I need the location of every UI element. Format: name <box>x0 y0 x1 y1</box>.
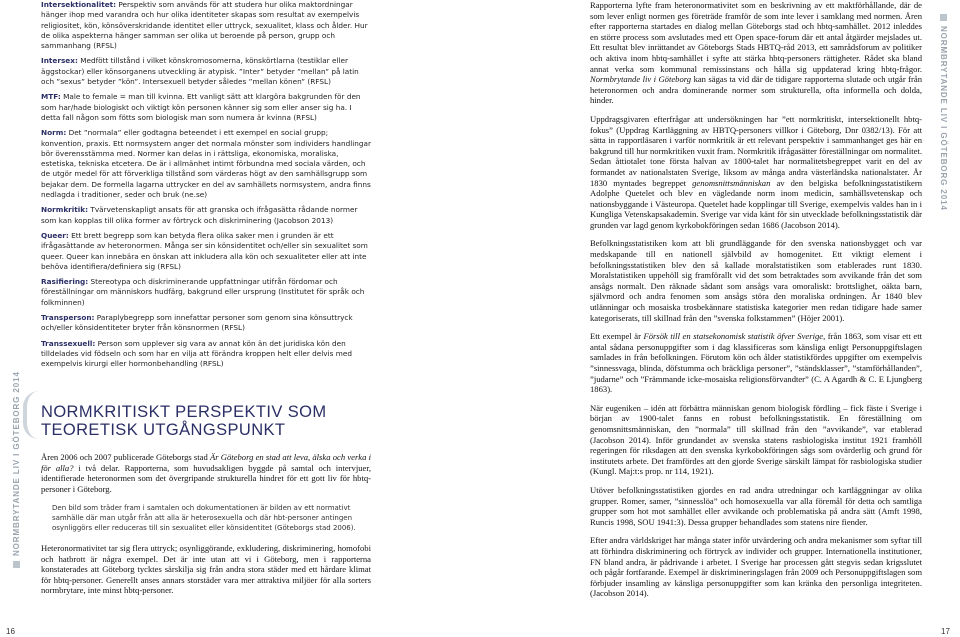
ingress-paragraph <box>41 452 371 494</box>
definition-text: Det ”normala” eller godtagna beteendet i ett exempel en social grupp; konvention, praxis. Ett normsystem anger det normala mönster som individers handlingar bör överensstämma med. Normer kan delas in i rättsliga, ekonomiska, moraliska, estetiska, tekniska etcetera. De är i allmänhet intimt förbundna med sociala värden, och de utgör medel för att förverkliga tillstånd som värderas högt av den samhällsgrupp som bejakar dem. De formella lagarna uttrycker en del av samhällets normsystem, andra finns nedlagda i traditioner, seder och bruk (ne.se) <box>41 128 372 200</box>
definition-queer <box>41 231 371 272</box>
paragraph-text: Befolkningsstatistiken kom att bli grundläggande för den svenska nationsbygget och var medskapande till en nationell självbild av homogenitet. Ett viktigt element i befolkningsstatistiken blev den så kallade moralstatistiken som etablerades runt 1830. Moralstatistiken uppehöll sig framförallt vid det som betraktades som avvikande från det som ansågs normalt. Den räknade sådant som ansågs vara omoraliskt: brottslighet, oäkta barn, självmord och andra fenomen som ansågs störa den moraliska ordningen. År 1840 blev utlänningar och mosaiska trosbekännare statistiska kategorier men redan tidigare hade samer kategoriserats, till skillnad från den ”svenska folkstammen” (Höjer 2001). <box>590 238 922 323</box>
heading-bracket <box>23 391 39 439</box>
definition-text: Male to female = man till kvinna. Ett vanligt sätt att klargöra bakgrunden för den som har/hade biologiskt och viktigt kön personen känner sig som eller anser sig ha. I detta fall någon som fötts som biologisk man som numera är kvinna (RFSL) <box>41 92 361 122</box>
definition-normkritik <box>41 205 371 226</box>
body-paragraph <box>590 114 922 231</box>
definition-transperson <box>41 313 371 334</box>
body-paragraph <box>590 535 922 599</box>
definition-term: Transsexuell: <box>41 338 96 348</box>
definition-transsexuell <box>41 339 371 370</box>
definition-text: Paraplybegrepp som innefattar personer som genom sina könsuttryck och/eller könsidentiteter bryter från könsnormen (RFSL) <box>41 313 353 333</box>
emphasis-text: genomsnittsmänniskan <box>692 177 771 188</box>
definitions-list <box>41 0 371 375</box>
definition-term: Transperson: <box>41 313 95 323</box>
paragraph-text: Efter andra världskriget har många stater inför utvärdering och andra mekanismer som syftar till att förhindra diskriminering och förtryck av individer och grupper. Internationella institutioner, FN bland andra, är pådrivande i arbetet. I Sverige har processen gått stegvis sedan krigsslutet och pågår fortfarande. Exempel är diskrimineringslagen från 2009 och Personuppgiftslagen som förbjuder insamling av känsliga personuppgifter som kan kränka den personliga integriteten. (Jacobson 2014). <box>590 535 922 599</box>
definition-text: Medfött tillstånd i vilket könskromosomerna, könskörtlarna (testiklar eller äggstockar) eller könsorganens utveckling är atypisk. ”Inter” betyder ”mellan” på latin och ”sexus” betyder ”kön”. Intersexuell betyder således ”mellan könen” (RFSL) <box>41 56 359 87</box>
side-label-left <box>0 8 21 578</box>
ingress-text: i två delar. Rapporterna, som huvudsakligen byggde på samtal och intervjuer, identifierade heteronormen som det övergripande strukturella hindret för ett gott liv för hbtq-personer i Göteborg. <box>41 462 371 494</box>
definition-text: Stereotypa och diskriminerande uppfattningar utifrån fördomar och föreställningar om människors hudfärg, bakgrund eller ursprung (Institutet för språk och folkminnen) <box>41 277 365 307</box>
definition-norm <box>41 128 371 200</box>
body-paragraph <box>590 485 922 527</box>
paragraph-text: Uppdragsgivaren efterfrågar att undersökningen har ”ett normkritiskt, intersektionellt hbtq-fokus” (Uppdrag Kartläggning av HBTQ-personers villkor i Göteborg, Dnr 0382/13). För att sätta in rapportläsaren i varför normkritik är ett relevant perspektiv i sammanhanget ges här en bakgrund till hur normkritiken vuxit fram. Normkritik ifrågasätter föreställningar om normalitet. Sedan åttiotalet tone första halvan av 1800-talet har normalitetsbegreppet varit en del av formandet av nationalstaten Sverige, liksom av många andra västerländska nationalstater. År 1830 myntades begreppet <box>590 113 922 188</box>
paragraph-text: Utöver befolkningsstatistiken gjordes en rad andra utredningar och kartläggningar av olika grupper. Romer, samer, ”sinnesslöa” och homosexuella var alla föremål för detta och samtliga grupper som hot mot samhället eller avvikande och problematiska på andra sätt (Amft 1998, Runcis 1998, SOU 1941:3). Dessa grupper behandlades som statens nire fiender. <box>590 484 922 527</box>
definition-text: Person som upplever sig vara av annat kön än det juridiska kön den tilldelades vid födseln och som har en vilja att förändra kroppen helt eller delvis med exempelvis kirurgi eller hormonbehandling (RFSL) <box>41 338 352 369</box>
ingress-text: Åren 2006 och 2007 publicerade Göteborgs stad <box>41 452 210 462</box>
definition-term: Norm: <box>41 128 67 138</box>
side-label-right <box>939 8 960 578</box>
body-paragraph <box>590 238 922 323</box>
right-column <box>590 0 922 607</box>
paragraph-text: När eugeniken – idén att förbättra människan genom biologisk fördling – fick fäste i Sverige i början av 1900-talet fanns en robust befolkningsstatistik. En föreställning om genomsnittsmänniskan, den ”normala” till skillnad från den ”avvikande”, var etablerad (Jacobson 2014). Inför grundandet av svenska statens rasbiologiska institut 1921 framhöll regeringen för riksdagen att den svenska kyrkobokföringen sågs som ovärderlig och grund för institutets arbete. Det framfördes att den gjorde Sverige särskilt lämpat för rasbiologiska studier (Kungl. Maj:t:s prop. nr 114, 1921). <box>590 402 922 477</box>
definition-intersektionalitet <box>41 0 371 51</box>
emphasis-text: Försök till en statsekonomisk statistik öfver Sverige <box>643 331 824 342</box>
definition-term: Intersektionalitet: <box>41 0 117 9</box>
body-paragraph <box>590 331 922 395</box>
body-paragraph <box>590 403 922 477</box>
paragraph-text: Ett exempel är <box>590 331 644 342</box>
definition-mtf <box>41 92 371 123</box>
page-number-left: 16 <box>6 627 15 636</box>
paragraph-text: av den belgiska befolkningsstatistikern Adolphe Quetelet och blev en vägledande norm inom medicin, samhällsvetenskap och nationsbyggande i Västeuropa. Quetelet hade kopplingar till Sverige, exempelvis valdes han in i Kungliga Vetenskapsakademin. Sverige var vida känt för sin utvecklade befolkningsstatistik där grunden var lagd genom kyrkobokföringen sedan 1686 (Jacobson 2014). <box>590 177 922 230</box>
report-title: Är Göteborg en stad att leva, älska och verka i för alla? <box>41 452 372 473</box>
definition-term: Rasifiering: <box>41 277 89 287</box>
definition-rasifiering <box>41 277 371 308</box>
definition-term: Normkritik: <box>41 205 89 215</box>
definition-text: Tvärvetenskapligt ansats för att granska och ifrågasätta rådande normer som kan kopplas till olika former av förtryck och diskriminering (Jacobson 2013) <box>41 205 358 225</box>
definition-term: Intersex: <box>41 56 78 66</box>
paragraph-text: , från 1863, som visar ett ett antal sådana personuppgifter som i dag klassificeras som känsliga enligt Personuppgiftslagen samlades in från befolkningen. Förutom kön och ålder statistikfördes uppgifter om exempelvis ”sinnessvaga, blinda, döfstumma och bräckliga personer”, ”ständsklasser”, ”stamförhållanden”, ”judarne” och ”Främmande icke-mosaiska religionsförvandter” (C. A Agardh & C. E Ljungberg 1863). <box>590 331 922 395</box>
square-icon <box>940 14 947 21</box>
definition-text: Perspektiv som används för att studera hur olika maktordningar hänger ihop med varandra och hur olika identiteter skapas som resultat av exempelvis religiositet, kön, könsöverskridande identitet eller uttryck, sexualitet, klass och ålder. Hur de olika aspekterna hänger samman ser olika ut beroende på person, grupp och sammanhang (RFSL) <box>41 0 368 51</box>
side-label-text: NORMBRYTANDE LIV I GÖTEBORG 2014 <box>12 371 21 556</box>
section-heading: NORMKRITISKT PERSPEKTIV SOM TEORETISK UTGÅNGSPUNKT <box>41 403 327 439</box>
definition-term: MTF: <box>41 92 61 102</box>
page-number-right: 17 <box>941 627 950 636</box>
square-icon <box>13 561 20 568</box>
definition-text: Ett brett begrepp som kan betyda flera olika saker men i grunden är ett ifrågasättande av heteronormen. Många ser sin könsidentitet och/eller sin sexualitet som queer. Queer kan innebära en önskan att inkludera alla kön och sexualiteter eller att inte behöva identifiera/definiera sig (RFSL) <box>41 230 368 271</box>
body-paragraph: Heteronormativitet tar sig flera uttryck; osynliggörande, exkludering, diskriminering, homofobi och hatbrott är några exempel. Det är inte utan att vi i Göteborg, men i rapporterna konstaterades att Göteborg tycktes särskilja sig från andra stora städer med ett hårdare klimat för hbtq-personer. Generellt anses annars storstäder vara mer attraktiva miljöer för alla sorters normbrytare, inte minst hbtq-personer. <box>41 543 371 596</box>
side-label-text: NORMBRYTANDE LIV I GÖTEBORG 2014 <box>939 26 948 211</box>
emphasis-text: Normbrytande liv i Göteborg <box>590 74 692 85</box>
paragraph-text: kan sägas ta vid där de tidigare rapporterna slutade och utgår från heteronormen och andra dominerande normer som strukturella, ofta informella och dolda, hinder. <box>590 74 922 106</box>
definition-term: Queer: <box>41 230 69 240</box>
paragraph-text: Rapporterna lyfte fram heteronormativitet som en beskrivning av ett maktförhållande, där de som lever enligt normen ges företräde framför de som inte lever i samklang med normen. Åren efter rapporterna startades en dialog mellan Göteborgs stad och hbtq-samhället. 2012 inleddes en större process som avslutades med ett Open space-forum där ett antal åtgärder mejslades ut. Ett resultat blev inrättandet av Göteborgs Stads HBTQ-råd 2013, ett samrådsforum av politiker och aktiva inom hbtq-samhället i syfte att stärka hbtq-personers rättigheter. Rådet ska bland annat verka som kommunal remissinstans och hålla sig uppdaterad kring hbtq-frågor. <box>590 0 922 74</box>
block-quote: Den bild som träder fram i samtalen och dokumentationen är bilden av ett normativt samhälle där man utgår från att alla är heterosexuella och där hbt-personer antingen osynliggörs eller reduceras till sin sexualitet eller könsidentitet (Göteborgs stad 2006). <box>52 504 356 533</box>
body-paragraph <box>590 0 922 106</box>
definition-intersex <box>41 56 371 87</box>
